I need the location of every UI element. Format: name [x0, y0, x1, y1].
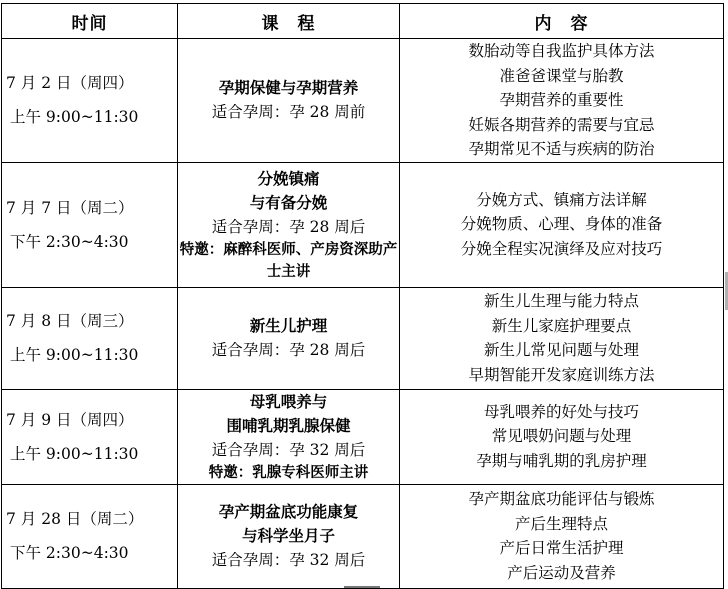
table-row [2, 39, 724, 163]
course-title: 母乳喂养与 围哺乳期乳腺保健 [226, 392, 351, 435]
time-cell [2, 39, 178, 163]
session-time: 上午 9:00~11:30 [10, 108, 139, 127]
content-item: 产后生理特点 [514, 514, 608, 533]
course-cell [178, 389, 400, 484]
course-guest-note: 特邀：乳腺专科医师主讲 [208, 464, 369, 481]
header-time: 时间 [2, 4, 178, 39]
content-item: 孕期营养的重要性 [499, 91, 624, 109]
session-date: 7 月 7 日（周二） [6, 198, 134, 217]
course-cell [178, 162, 400, 287]
time-cell [2, 162, 178, 287]
content-item: 妊娠各期营养的需要与宜忌 [468, 115, 655, 134]
time-cell [2, 287, 178, 389]
content-cell [400, 287, 724, 389]
course-cell [178, 39, 400, 163]
content-item: 准爸爸课堂与胎教 [499, 66, 624, 85]
content-item: 分娩物质、心理、身体的准备 [460, 215, 663, 234]
content-item: 孕期与哺乳期的乳房护理 [476, 451, 647, 470]
content-item: 新生儿生理与能力特点 [483, 292, 639, 310]
header-row [2, 4, 724, 39]
content-item: 产后运动及营养 [507, 563, 616, 582]
table-row [2, 287, 724, 389]
course-title: 分娩镇痛 与有备分娩 [249, 169, 328, 212]
course-target-week: 适合孕周：孕 28 周前 [211, 103, 366, 122]
content-item: 新生儿常见问题与处理 [483, 341, 639, 359]
schedule-table [1, 3, 724, 589]
course-target-week: 适合孕周：孕 32 周后 [211, 440, 366, 459]
course-target-week: 适合孕周：孕 32 周后 [211, 551, 366, 569]
content-cell [400, 484, 724, 588]
session-date: 7 月 28 日（周二） [6, 510, 144, 528]
session-date: 7 月 2 日（周四） [6, 74, 134, 93]
session-date: 7 月 8 日（周三） [6, 312, 134, 330]
content-cell [400, 389, 724, 484]
content-item: 产后日常生活护理 [499, 539, 624, 557]
content-item: 孕期常见不适与疾病的防治 [468, 140, 655, 158]
content-item: 孕产期盆底功能评估与锻炼 [468, 490, 655, 508]
course-guest-note: 特邀：麻醉科医师、产房资深助产士主讲 [179, 241, 398, 280]
course-title: 孕产期盆底功能康复 与科学坐月子 [218, 503, 359, 545]
course-target-week: 适合孕周：孕 28 周后 [211, 217, 366, 236]
content-cell [400, 39, 724, 163]
content-item: 分娩方式、镇痛方法详解 [476, 190, 647, 209]
session-time: 下午 2:30~4:30 [10, 544, 129, 562]
table-row [2, 484, 724, 588]
time-cell [2, 389, 178, 484]
content-cell [400, 162, 724, 287]
course-target-week: 适合孕周：孕 28 周后 [211, 341, 366, 359]
course-title: 新生儿护理 [249, 317, 328, 335]
course-cell [178, 484, 400, 588]
session-time: 下午 2:30~4:30 [10, 232, 129, 251]
content-item: 早期智能开发家庭训练方法 [468, 365, 655, 384]
header-course: 课 程 [178, 4, 400, 39]
content-item: 常见喂奶问题与处理 [491, 427, 632, 446]
content-item: 母乳喂养的好处与技巧 [483, 402, 639, 421]
session-date: 7 月 9 日（周四） [6, 410, 134, 429]
content-item: 新生儿家庭护理要点 [491, 316, 632, 335]
table-row [2, 389, 724, 484]
header-content: 内 容 [400, 4, 724, 39]
time-cell [2, 484, 178, 588]
table-row [2, 162, 724, 287]
course-cell [178, 287, 400, 389]
course-title: 孕期保健与孕期营养 [218, 79, 359, 98]
content-item: 分娩全程实况演绎及应对技巧 [460, 239, 663, 258]
session-time: 上午 9:00~11:30 [10, 346, 139, 364]
content-item: 数胎动等自我监护具体方法 [468, 42, 655, 60]
session-time: 上午 9:00~11:30 [10, 444, 139, 463]
